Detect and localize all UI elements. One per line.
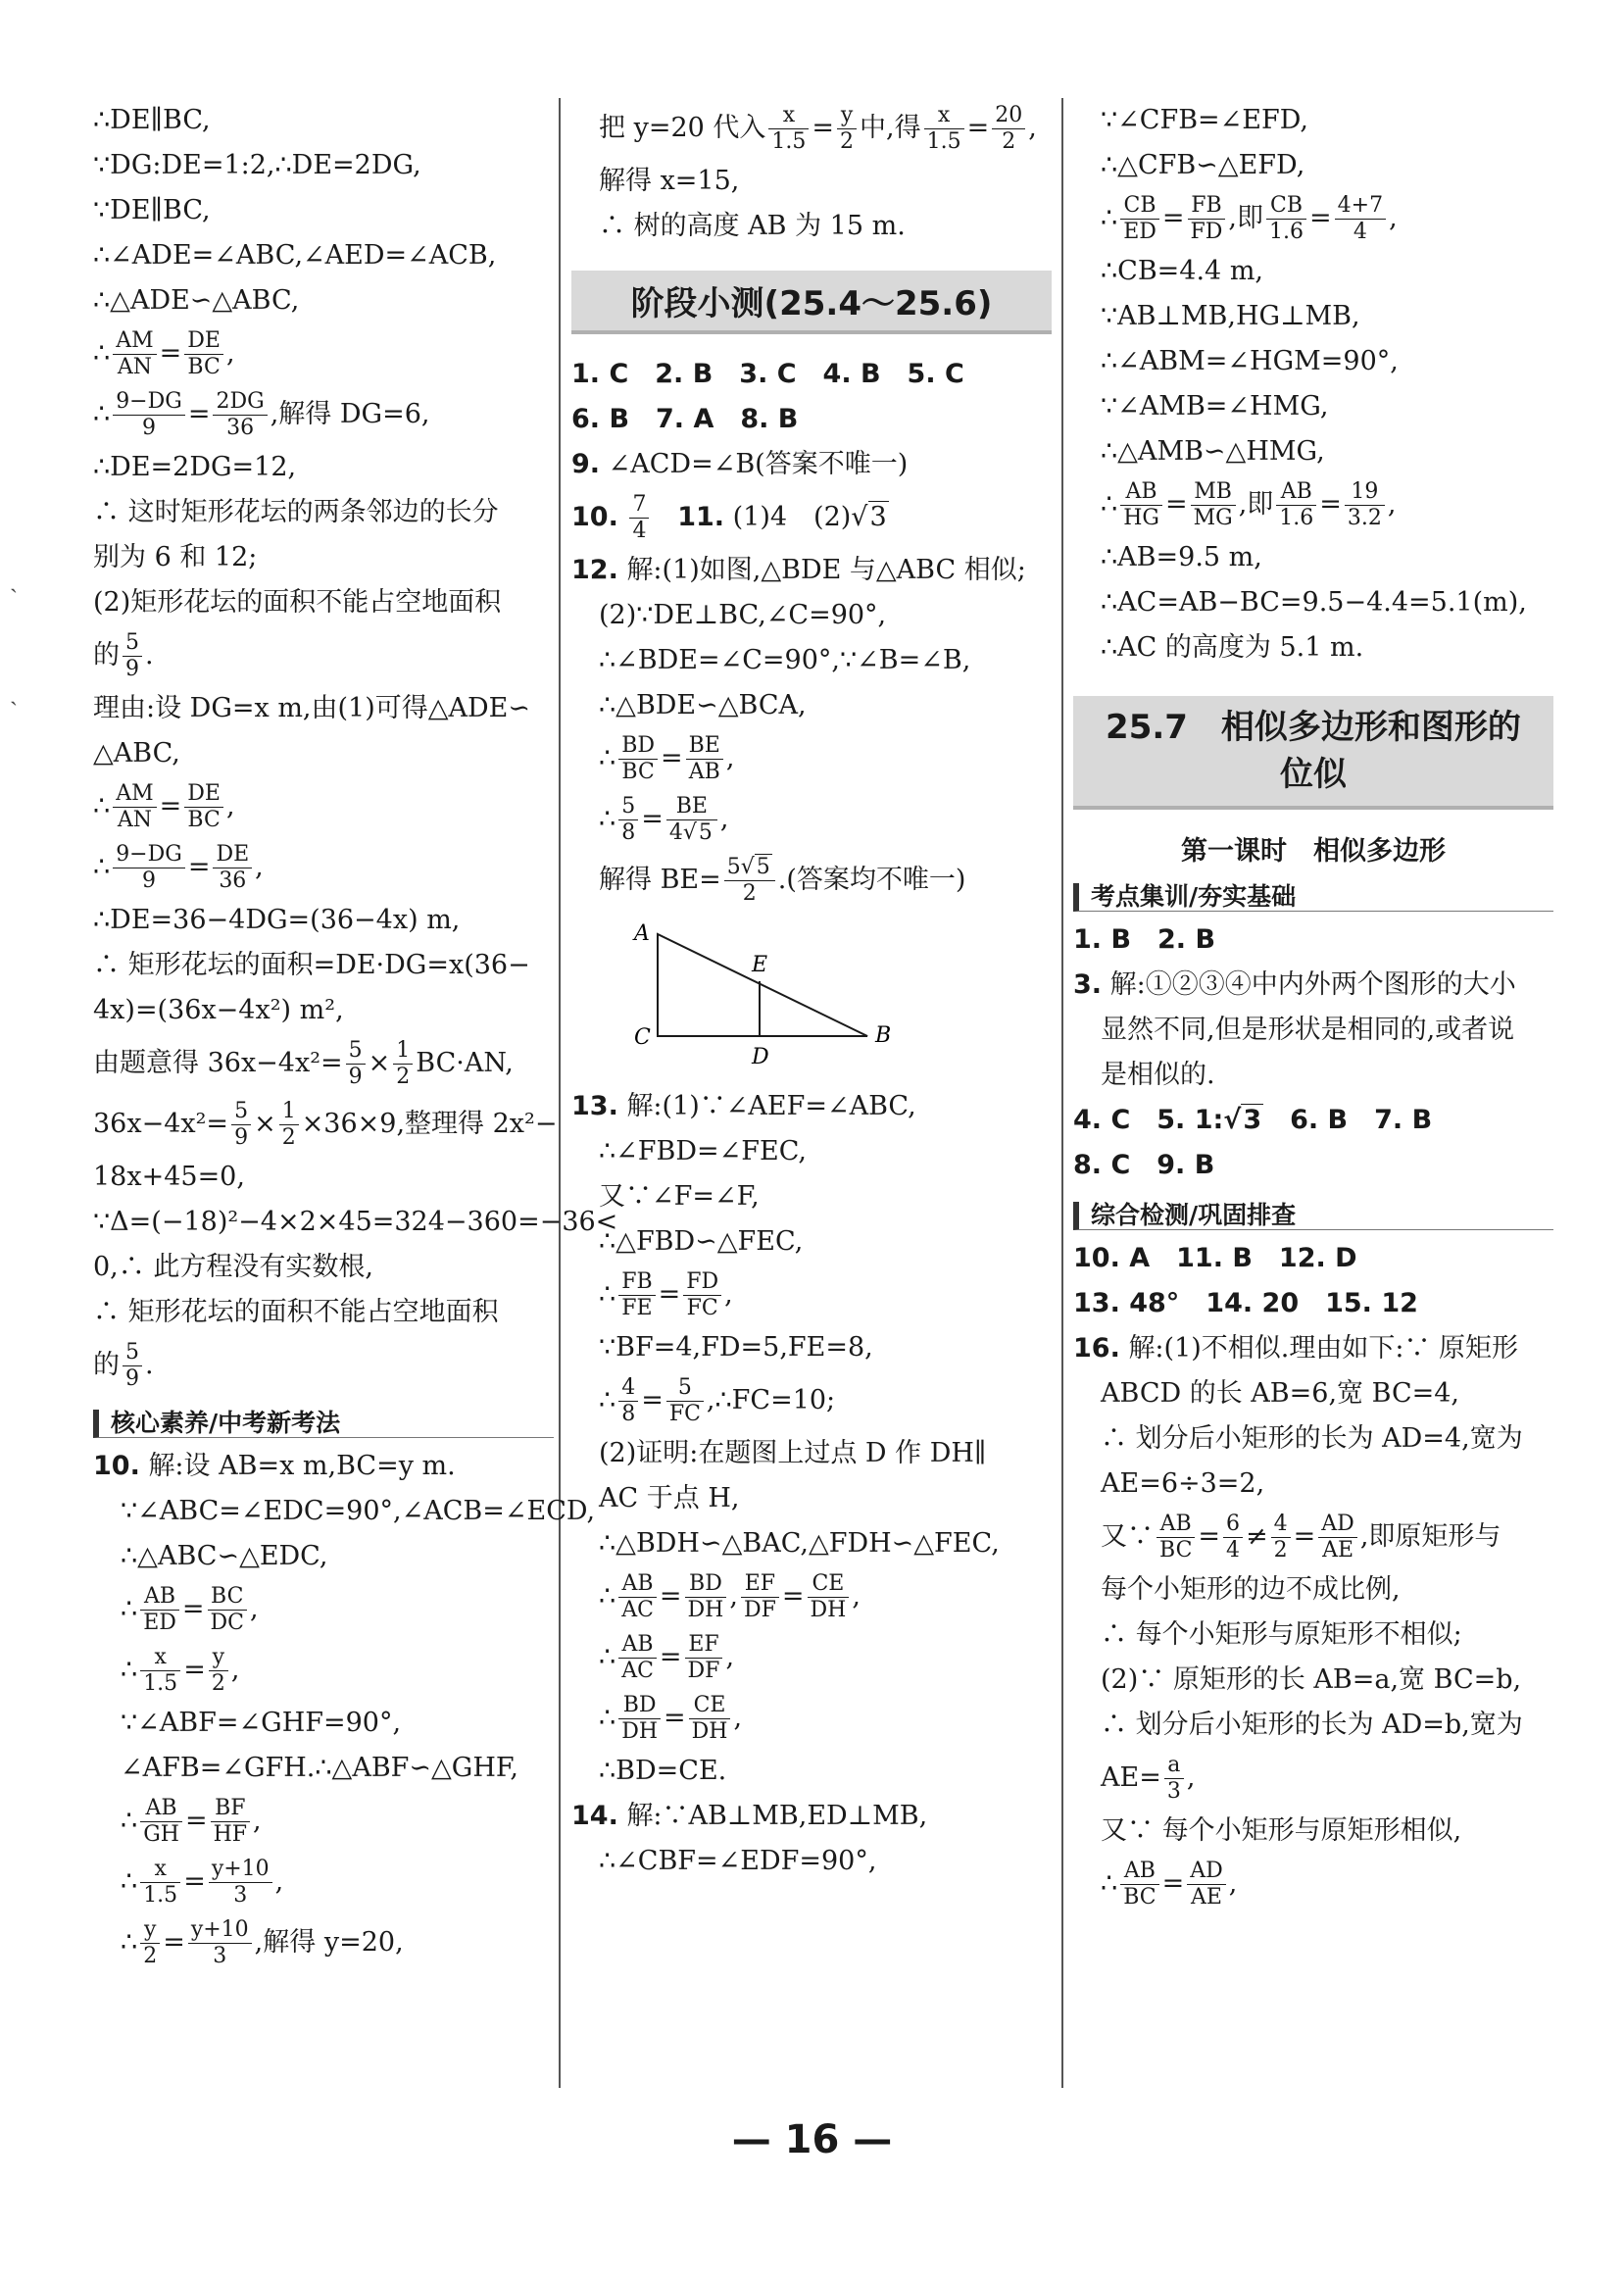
text-line: ∵Δ=(−18)²−4×2×45=324−360=−36< <box>93 1207 618 1237</box>
text-line: ∴AC=AB−BC=9.5−4.4=5.1(m), <box>1101 587 1527 618</box>
text-line: ∵∠CFB=∠EFD, <box>1101 105 1308 135</box>
text-line: (2)矩形花坛的面积不能占空地面积 <box>93 587 502 618</box>
equation-line: ∴ $\frac{5}{8}$ = $\frac{BE}{4√5}$ , <box>599 794 729 845</box>
equation-line: AE= $\frac{a}{3}$ , <box>1101 1753 1196 1804</box>
fraction: $\frac{y}{2}$ <box>209 1645 228 1697</box>
chapter-title-line-1: 25.7 相似多边形和图形的 <box>1106 708 1521 747</box>
text-line: 理由:设 DG=x m,由(1)可得△ADE∽ <box>93 693 531 723</box>
fraction: $\frac{x}{1.5}$ <box>768 103 809 155</box>
text-line: ∴CB=4.4 m, <box>1101 256 1264 286</box>
equation-line: 由题意得 36x−4x²= $\frac{5}{9}$ × $\frac{1}{2}$ BC·AN, <box>93 1038 514 1089</box>
text-line: ∴DE∥BC, <box>93 105 211 135</box>
fraction: $\frac{FB}{FD}$ <box>1188 193 1226 245</box>
triangle-abc <box>658 934 867 1036</box>
text-line: ∴∠ABM=∠HGM=90°, <box>1101 346 1399 376</box>
equation-line: ∴ $\frac{x}{1.5}$ = $\frac{y}{2}$ , <box>121 1645 240 1696</box>
equation-line: ∴ $\frac{FB}{FE}$ = $\frac{FD}{FC}$ , <box>599 1269 733 1320</box>
fraction: $\frac{y}{2}$ <box>837 103 857 155</box>
equation-line: ∴ $\frac{AM}{AN}$ = $\frac{DE}{BC}$ , <box>93 781 235 832</box>
equation-line: ∴ $\frac{AB}{HG}$ = $\frac{MB}{MG}$ ,即 $\frac{AB}{1.6}$ = $\frac{19}{3.2}$ , <box>1101 479 1397 530</box>
text-line: ∴∠ADE=∠ABC,∠AED=∠ACB, <box>93 240 497 271</box>
equation-line: 又∵ $\frac{AB}{BC}$ = $\frac{6}{4}$ ≠ $\frac{4}{2}$ = $\frac{AD}{AE}$ ,即原矩形与 <box>1101 1512 1501 1563</box>
text-line: ∴DE=2DG=12, <box>93 452 297 482</box>
fraction: $\frac{4+7}{4}$ <box>1335 193 1386 245</box>
text-line: ∠AFB=∠GFH.∴△ABF∽△GHF, <box>121 1753 519 1783</box>
text-line: 每个小矩形的边不成比例, <box>1101 1574 1401 1605</box>
chapter-title-line-2: 位似 <box>1280 755 1347 794</box>
text-line: (2)证明:在题图上过点 D 作 DH∥ <box>599 1438 987 1468</box>
text-line: ∴ 这时矩形花坛的两条邻边的长分 <box>93 497 499 527</box>
text-line: ∴ 每个小矩形与原矩形不相似; <box>1101 1619 1462 1650</box>
fraction: $\frac{AB}{ED}$ <box>140 1584 179 1636</box>
fraction: $\frac{y+10}{3}$ <box>188 1917 252 1969</box>
equation-line: ∴ $\frac{AB}{AC}$ = $\frac{EF}{DF}$ , <box>599 1632 735 1683</box>
fraction: $\frac{CB}{ED}$ <box>1120 193 1159 245</box>
margin-mark: ˴ <box>10 686 18 714</box>
fraction: $\frac{AM}{AN}$ <box>113 328 156 380</box>
page-number: — 16 — <box>731 2117 893 2162</box>
problem-13-line: 13. 解:(1)∵∠AEF=∠ABC, <box>571 1091 916 1121</box>
equation-line: ∴ $\frac{BD}{DH}$ = $\frac{CE}{DH}$ , <box>599 1693 743 1744</box>
fraction: $\frac{2DG}{36}$ <box>213 389 267 441</box>
fraction: $\frac{4}{8}$ <box>618 1375 638 1427</box>
text-line: ∵DG:DE=1:2,∴DE=2DG, <box>93 150 421 180</box>
fraction: $\frac{5√5}{2}$ <box>724 855 775 907</box>
text-line: AC 于点 H, <box>599 1483 740 1513</box>
text-line: ∵DE∥BC, <box>93 195 211 225</box>
fraction: $\frac{DE}{BC}$ <box>184 781 223 833</box>
equation-line: ∴ $\frac{AB}{GH}$ = $\frac{BF}{HF}$ , <box>121 1796 262 1847</box>
column-2 <box>571 98 1052 1884</box>
equation-line: 把 y=20 代入 $\frac{x}{1.5}$ = $\frac{y}{2}$ 中,得 $\frac{x}{1.5}$ = $\frac{20}{2}$ , <box>599 103 1037 154</box>
fraction: $\frac{1}{2}$ <box>279 1099 299 1151</box>
text-line: ∵∠AMB=∠HMG, <box>1101 391 1329 422</box>
text-line: 显然不同,但是形状是相同的,或者说 <box>1101 1015 1515 1045</box>
fraction: $\frac{AD}{AE}$ <box>1187 1859 1226 1910</box>
text-line: ∵∠ABC=∠EDC=90°,∠ACB=∠ECD, <box>121 1496 596 1526</box>
answer-line: 10. A 11. B 12. D <box>1073 1243 1357 1273</box>
text-line: 又∵∠F=∠F, <box>599 1181 760 1212</box>
column-divider-2 <box>1061 98 1063 2088</box>
answer-line: 4. C 5. 1:√3 6. B 7. B <box>1073 1105 1433 1135</box>
text-line: AE=6÷3=2, <box>1101 1468 1265 1499</box>
text-line: ∴AC 的高度为 5.1 m. <box>1101 632 1364 663</box>
fraction: $\frac{CB}{1.6}$ <box>1266 193 1306 245</box>
label-b: B <box>875 1023 892 1048</box>
fraction: $\frac{a}{3}$ <box>1164 1753 1184 1805</box>
answer-line: 10. $\frac{7}{4}$ 11. (1)4 (2)√3 <box>571 492 887 543</box>
margin-mark: ˴ <box>10 573 18 601</box>
text-line: ∵BF=4,FD=5,FE=8, <box>599 1332 873 1363</box>
equation-line: ∴ $\frac{9-DG}{9}$ = $\frac{DE}{36}$ , <box>93 842 264 893</box>
equation-line: 36x−4x²= $\frac{5}{9}$ × $\frac{1}{2}$ ×36×9,整理得 2x²− <box>93 1099 558 1150</box>
equation-line: ∴ $\frac{x}{1.5}$ = $\frac{y+10}{3}$ , <box>121 1857 284 1908</box>
label-d: D <box>752 1045 769 1067</box>
text-line: ∴△ABC∽△EDC, <box>121 1541 328 1571</box>
text-line: ∴△BDE∽△BCA, <box>599 690 807 720</box>
equation-line: ∴ $\frac{BD}{BC}$ = $\frac{BE}{AB}$ , <box>599 733 735 784</box>
text-line: (2)∵ 原矩形的长 AB=a,宽 BC=b, <box>1101 1664 1522 1695</box>
fraction: $\frac{DE}{BC}$ <box>184 328 223 380</box>
fraction: $\frac{BF}{HF}$ <box>211 1796 250 1848</box>
text-line: 解得 x=15, <box>599 166 740 196</box>
answer-line: 1. C 2. B 3. C 4. B 5. C <box>571 359 964 389</box>
fraction: $\frac{x}{1.5}$ <box>140 1857 180 1909</box>
fraction: $\frac{x}{1.5}$ <box>924 103 964 155</box>
fraction: $\frac{CE}{DH}$ <box>808 1571 850 1623</box>
problem-12-line: 12. 解:(1)如图,△BDE 与△ABC 相似; <box>571 555 1026 585</box>
fraction: $\frac{y+10}{3}$ <box>209 1857 272 1909</box>
text-line: (2)∵DE⊥BC,∠C=90°, <box>599 600 887 630</box>
label-e: E <box>752 953 768 977</box>
text-line: ∴∠CBF=∠EDF=90°, <box>599 1846 877 1876</box>
answer-line: 9. ∠ACD=∠B(答案不唯一) <box>571 449 909 479</box>
text-line: 4x)=(36x−4x²) m², <box>93 995 344 1025</box>
answer-line: 1. B 2. B <box>1073 924 1216 955</box>
fraction: $\frac{EF}{DF}$ <box>741 1571 779 1623</box>
fraction: $\frac{9-DG}{9}$ <box>113 842 185 894</box>
fraction: $\frac{BE}{AB}$ <box>686 733 723 785</box>
fraction: $\frac{BD}{DH}$ <box>618 1693 661 1745</box>
fraction: $\frac{FD}{FC}$ <box>683 1269 721 1321</box>
fraction: $\frac{5}{FC}$ <box>666 1375 704 1427</box>
problem-3-line: 3. 解:①②③④中内外两个图形的大小 <box>1073 969 1516 1000</box>
text-line: 别为 6 和 12; <box>93 542 258 572</box>
text-line: ∴ 矩形花坛的面积=DE·DG=x(36− <box>93 950 530 980</box>
fraction: $\frac{FB}{FE}$ <box>618 1269 655 1321</box>
fraction: $\frac{DE}{36}$ <box>213 842 252 894</box>
fraction: $\frac{AB}{1.6}$ <box>1276 479 1316 531</box>
section-heading-comprehensive: 综合检测/巩固排查 <box>1073 1202 1553 1230</box>
equation-line: 的 $\frac{5}{9}$ . <box>93 630 154 681</box>
text-line: ∵AB⊥MB,HG⊥MB, <box>1101 301 1360 331</box>
fraction: $\frac{BC}{DC}$ <box>208 1584 247 1636</box>
text-line: 0,∴ 此方程没有实数根, <box>93 1252 373 1282</box>
fraction: $\frac{AB}{AC}$ <box>618 1571 657 1623</box>
triangle-figure <box>630 920 1052 1074</box>
text-line: ∴BD=CE. <box>599 1756 727 1786</box>
column-1 <box>93 98 618 1973</box>
equation-line: 的 $\frac{5}{9}$ . <box>93 1340 154 1391</box>
fraction: $\frac{EF}{DF}$ <box>685 1632 723 1684</box>
text-line: ∴ 划分后小矩形的长为 AD=b,宽为 <box>1101 1710 1523 1740</box>
fraction: $\frac{9-DG}{9}$ <box>113 389 185 441</box>
fraction: $\frac{5}{9}$ <box>231 1099 251 1151</box>
fraction: $\frac{AB}{BC}$ <box>1120 1859 1158 1910</box>
text-line: ∴ 划分后小矩形的长为 AD=4,宽为 <box>1101 1423 1523 1454</box>
text-line: ABCD 的长 AB=6,宽 BC=4, <box>1101 1378 1460 1409</box>
equation-line: ∴ $\frac{AB}{ED}$ = $\frac{BC}{DC}$ , <box>121 1584 259 1635</box>
fraction: $\frac{20}{2}$ <box>992 103 1025 155</box>
fraction: $\frac{BD}{DH}$ <box>685 1571 727 1623</box>
section-heading-core: 核心素养/中考新考法 <box>93 1410 554 1438</box>
lesson-title: 第一课时 相似多边形 <box>1181 836 1446 867</box>
fraction: $\frac{CE}{DH}$ <box>689 1693 731 1745</box>
fraction: $\frac{AD}{AE}$ <box>1318 1512 1357 1563</box>
text-line: ∴△CFB∽△EFD, <box>1101 150 1305 180</box>
text-line: △ABC, <box>93 738 180 769</box>
equation-line: ∴ $\frac{AM}{AN}$ = $\frac{DE}{BC}$ , <box>93 328 235 379</box>
fraction: $\frac{5}{9}$ <box>346 1038 366 1090</box>
fraction: $\frac{5}{8}$ <box>618 794 638 846</box>
text-line: 18x+45=0, <box>93 1162 245 1192</box>
fraction: $\frac{7}{4}$ <box>629 492 649 544</box>
fraction: $\frac{1}{2}$ <box>393 1038 413 1090</box>
text-line: ∴△BDH∽△BAC,△FDH∽△FEC, <box>599 1528 1000 1559</box>
label-c: C <box>634 1025 651 1050</box>
fraction: $\frac{x}{1.5}$ <box>140 1645 180 1697</box>
equation-line: ∴ $\frac{9-DG}{9}$ = $\frac{2DG}{36}$ ,解得 DG=6, <box>93 389 430 440</box>
stage-test-title: 阶段小测(25.4～25.6) <box>571 271 1052 334</box>
fraction: $\frac{MB}{MG}$ <box>1191 479 1236 531</box>
fraction: $\frac{y}{2}$ <box>140 1917 160 1969</box>
fraction: $\frac{19}{3.2}$ <box>1345 479 1385 531</box>
text-line: ∴∠FBD=∠FEC, <box>599 1136 807 1166</box>
text-line: ∴△FBD∽△FEC, <box>599 1226 804 1257</box>
fraction: $\frac{5}{9}$ <box>123 1340 142 1392</box>
fraction: $\frac{AB}{AC}$ <box>618 1632 657 1684</box>
text-line: ∵∠ABF=∠GHF=90°, <box>121 1708 402 1738</box>
fraction: $\frac{AB}{GH}$ <box>140 1796 182 1848</box>
text-line: 是相似的. <box>1101 1060 1215 1090</box>
text-line: ∴△ADE∽△ABC, <box>93 285 300 316</box>
equation-line: ∴ $\frac{4}{8}$ = $\frac{5}{FC}$ ,∴FC=10; <box>599 1375 836 1426</box>
fraction: $\frac{AB}{BC}$ <box>1156 1512 1195 1563</box>
text-line: ∴ 矩形花坛的面积不能占空地面积 <box>93 1297 499 1327</box>
fraction: $\frac{6}{4}$ <box>1223 1512 1243 1563</box>
chapter-title <box>1073 696 1553 810</box>
column-divider-1 <box>559 98 561 2088</box>
text-line: ∴△AMB∽△HMG, <box>1101 436 1325 467</box>
text-line: ∴DE=36−4DG=(36−4x) m, <box>93 905 461 935</box>
label-a: A <box>634 921 650 946</box>
text-line: 又∵ 每个小矩形与原矩形相似, <box>1101 1815 1462 1846</box>
fraction: $\frac{BE}{4√5}$ <box>666 794 717 846</box>
fraction: $\frac{AM}{AN}$ <box>113 781 156 833</box>
problem-14-line: 14. 解:∵AB⊥MB,ED⊥MB, <box>571 1801 928 1831</box>
equation-line: ∴ $\frac{y}{2}$ = $\frac{y+10}{3}$ ,解得 y=20, <box>121 1917 404 1968</box>
section-heading-basic: 考点集训/夯实基础 <box>1073 883 1553 912</box>
problem-16-line: 16. 解:(1)不相似.理由如下:∵ 原矩形 <box>1073 1333 1519 1364</box>
fraction: $\frac{4}{2}$ <box>1271 1512 1291 1563</box>
fraction: $\frac{BD}{BC}$ <box>618 733 658 785</box>
text-line: ∴ 树的高度 AB 为 15 m. <box>599 211 906 241</box>
triangle-diagram <box>630 920 924 1067</box>
equation-line: ∴ $\frac{AB}{BC}$ = $\frac{AD}{AE}$ , <box>1101 1859 1238 1910</box>
text-line: ∴∠BDE=∠C=90°,∵∠B=∠B, <box>599 645 971 675</box>
equation-line: ∴ $\frac{CB}{ED}$ = $\frac{FB}{FD}$ ,即 $\frac{CB}{1.6}$ = $\frac{4+7}{4}$ , <box>1101 193 1398 244</box>
fraction: $\frac{AB}{HG}$ <box>1120 479 1162 531</box>
answer-line: 6. B 7. A 8. B <box>571 404 799 434</box>
column-3 <box>1073 98 1553 1914</box>
equation-line: 解得 BE= $\frac{5√5}{2}$ .(答案均不唯一) <box>599 855 966 906</box>
equation-line: ∴ $\frac{AB}{AC}$ = $\frac{BD}{DH}$ , $\frac{EF}{DF}$ = $\frac{CE}{DH}$ , <box>599 1571 861 1622</box>
text-line: ∴AB=9.5 m, <box>1101 542 1262 572</box>
problem-10-line: 10. 解:设 AB=x m,BC=y m. <box>93 1451 456 1481</box>
fraction: $\frac{5}{9}$ <box>123 630 142 682</box>
answer-line: 13. 48° 14. 20 15. 12 <box>1073 1288 1418 1318</box>
answer-line: 8. C 9. B <box>1073 1150 1215 1180</box>
